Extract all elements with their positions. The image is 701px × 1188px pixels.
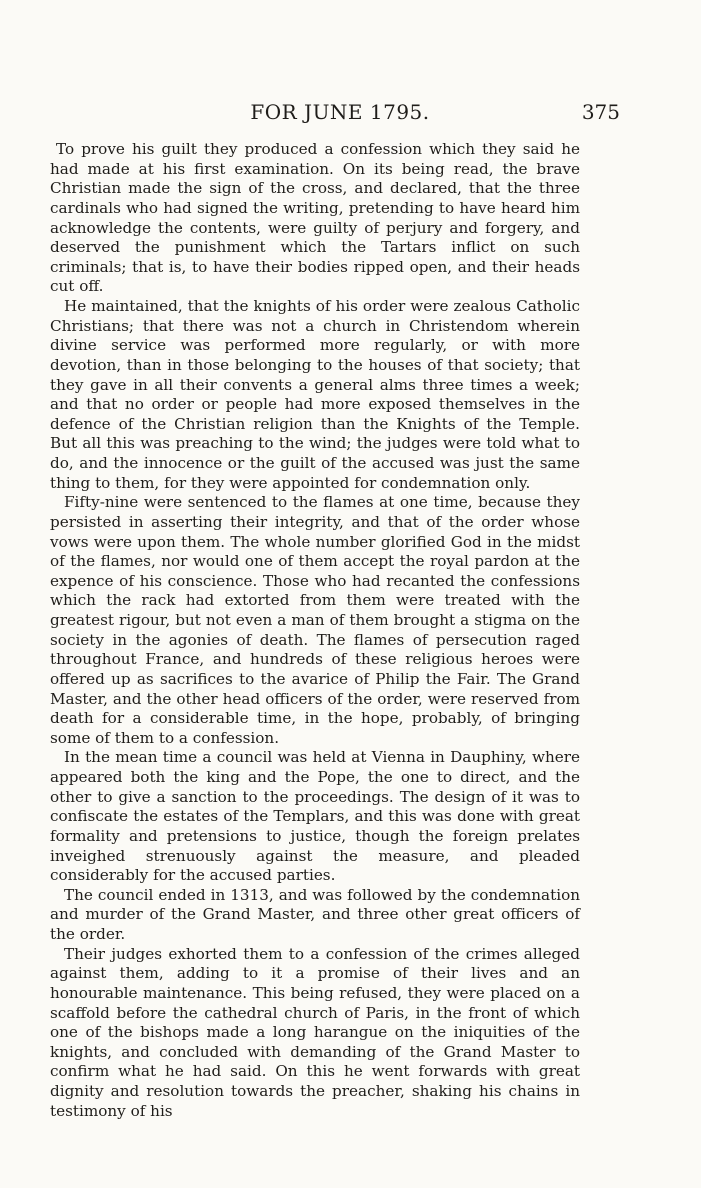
paragraph: He maintained, that the knights of his order were zealous Catholic Christians; that there was not a church in Christendom wherein divine service was performed more regularly, or with more devotion, than in those belonging to the houses of that society; that they gave in all their convents a general alms three times a week; and that no order or people had more exposed themselves in the defence of the Christian religion than the Knights of the Temple. But all this was preaching to the wind; the judges were told what to do, and the innocence or the guilt of the accused was just the same thing to them, for they were appointed for condemnation only. <box>50 297 580 492</box>
paragraph: To prove his guilt they produced a confession which they said he had made at his first examination. On its being read, the brave Christian made the sign of the cross, and declared, that the three cardinals who had signed the writing, pretending to have heard him acknowledge the contents, were guilty of perjury and forgery, and deserved the punishment which the Tartars inflict on such criminals; that is, to have their bodies ripped open, and their heads cut off. <box>50 140 580 296</box>
page-number: 375 <box>581 100 620 124</box>
body-text <box>50 140 580 1121</box>
paragraph: Fifty-nine were sentenced to the flames at one time, because they persisted in asserting their integrity, and that of the order whose vows were upon them. The whole number glorified God in the midst of the flames, nor would one of them accept the royal pardon at the expence of his conscience. Those who had recanted the confessions which the rack had extorted from them were treated with the greatest rigour, but not even a man of them brought a stigma on the society in the agonies of death. The flames of persecution raged throughout France, and hundreds of these religious heroes were offered up as sacrifices to the avarice of Philip the Fair. The Grand Master, and the other head officers of the order, were reserved from death for a considerable time, in the hope, probably, of bringing some of them to a confession. <box>50 493 580 747</box>
running-head <box>60 100 620 130</box>
paragraph: In the mean time a council was held at Vienna in Dauphiny, where appeared both the king and the Pope, the one to direct, and the other to give a sanction to the proceedings. The design of it was to confiscate the estates of the Templars, and this was done with great formality and pretensions to justice, though the foreign prelates inveighed strenuously against the measure, and pleaded considerably for the accused parties. <box>50 748 580 885</box>
paragraph: The council ended in 1313, and was followed by the condemnation and murder of the Grand Master, and three other great officers of the order. <box>50 885 580 943</box>
page-title: FOR JUNE 1795. <box>250 100 430 124</box>
paragraph: Their judges exhorted them to a confession of the crimes alleged against them, adding to it a promise of their lives and an honourable maintenance. This being refused, they were placed on a scaffold before the cathedral church of Paris, in the front of which one of the bishops made a long harangue on the iniquities of the knights, and concluded with demanding of the Grand Master to confirm what he had said. On this he went forwards with great dignity and resolution towards the preacher, shaking his chains in testimony of his <box>50 944 580 1120</box>
